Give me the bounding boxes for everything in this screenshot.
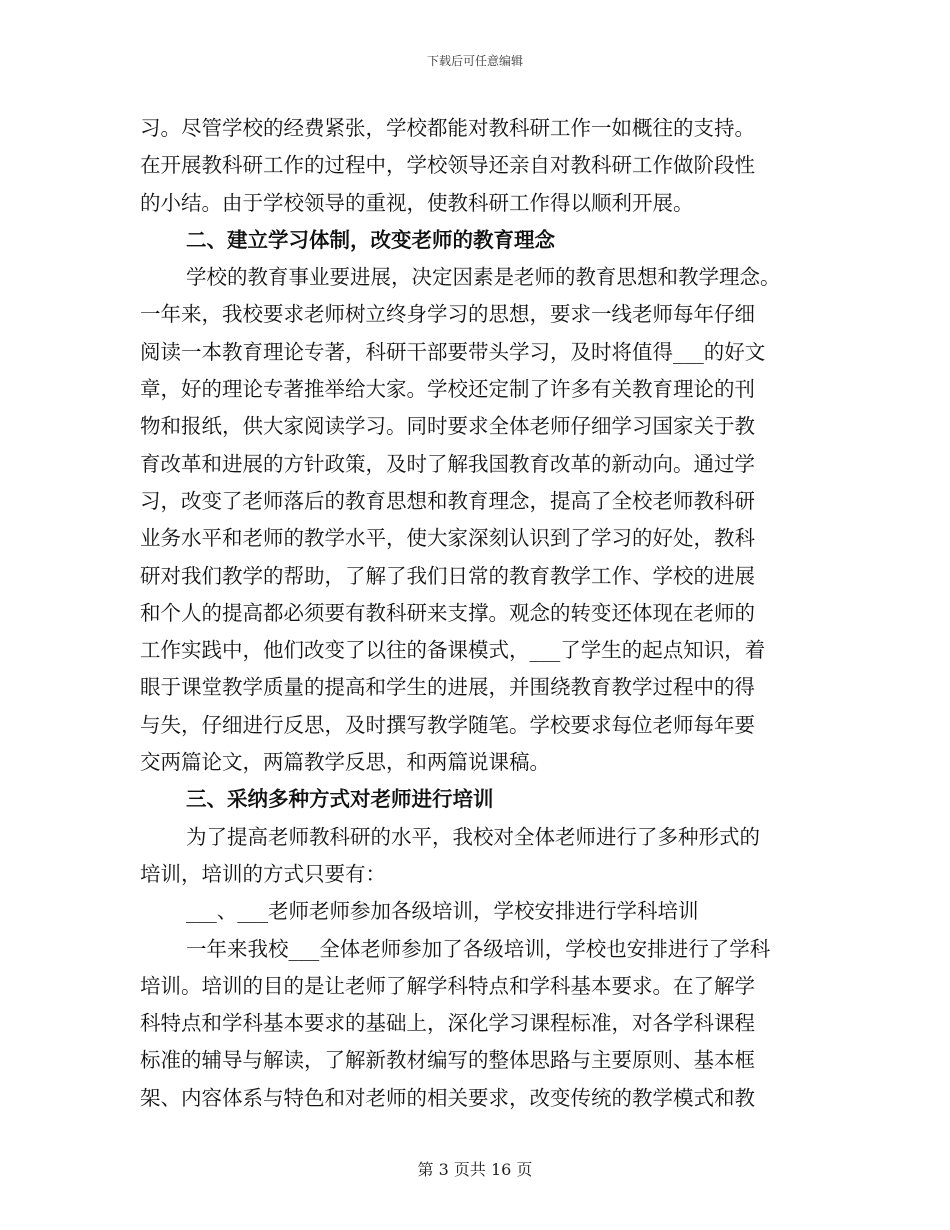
subsection-line: ___、___老师老师参加各级培训，学校安排进行学科培训 xyxy=(186,899,699,924)
page-number-footer: 第 3 页共 16 页 xyxy=(417,1160,533,1179)
body-line: 眼于课堂教学质量的提高和学生的进展，并围绕教育教学过程中的得 xyxy=(140,675,755,700)
section-heading: 二、建立学习体制，改变老师的教育理念 xyxy=(186,227,555,252)
section-heading: 三、采纳多种方式对老师进行培训 xyxy=(186,787,494,812)
body-line: 阅读一本教育理论专著，科研干部要带头学习，及时将值得___的好文 xyxy=(140,339,766,364)
body-line: 业务水平和老师的教学水平，使大家深刻认识到了学习的好处，教科 xyxy=(140,526,755,551)
body-line: 工作实践中，他们改变了以往的备课模式，___了学生的起点知识，着 xyxy=(140,638,766,663)
body-line: 习。尽管学校的经费紧张，学校都能对教科研工作一如概往的支持。 xyxy=(140,116,755,140)
body-line: 一年来，我校要求老师树立终身学习的思想，要求一线老师每年仔细 xyxy=(140,302,755,327)
document-body xyxy=(140,110,810,1117)
body-line: 的小结。由于学校领导的重视，使教科研工作得以顺利开展。 xyxy=(140,190,694,215)
body-line: 章，好的理论专著推举给大家。学校还定制了许多有关教育理论的刊 xyxy=(140,377,755,402)
body-line: 交两篇论文，两篇教学反思，和两篇说课稿。 xyxy=(140,750,550,775)
body-line: 培训，培训的方式只要有： xyxy=(140,861,386,886)
body-line: 和个人的提高都必须要有教科研来支撑。观念的转变还体现在老师的 xyxy=(140,600,755,625)
body-line: 架、内容体系与特色和对老师的相关要求，改变传统的教学模式和教 xyxy=(140,1085,755,1110)
header-note: 下载后可任意编辑 xyxy=(426,54,523,68)
body-line: 育改革和进展的方针政策，及时了解我国教育改革的新动向。通过学 xyxy=(140,451,755,476)
body-line: 科特点和学科基本要求的基础上，深化学习课程标准，对各学科课程 xyxy=(140,1011,755,1036)
body-line: 物和报纸，供大家阅读学习。同时要求全体老师仔细学习国家关于教 xyxy=(140,414,755,439)
body-line: 培训。培训的目的是让老师了解学科特点和学科基本要求。在了解学 xyxy=(140,973,755,998)
body-line: 习，改变了老师落后的教育思想和教育理念，提高了全校老师教科研 xyxy=(140,488,755,513)
body-line: 与失，仔细进行反思，及时撰写教学随笔。学校要求每位老师每年要 xyxy=(140,712,755,737)
body-line: 学校的教育事业要进展，决定因素是老师的教育思想和教学理念。 xyxy=(186,265,781,290)
body-line: 为了提高老师教科研的水平，我校对全体老师进行了多种形式的 xyxy=(186,824,760,849)
body-line: 标准的辅导与解读，了解新教材编写的整体思路与主要原则、基本框 xyxy=(140,1048,755,1073)
body-line: 研对我们教学的帮助，了解了我们日常的教育教学工作、学校的进展 xyxy=(140,563,755,588)
body-line: 一年来我校___全体老师参加了各级培训，学校也安排进行了学科 xyxy=(186,936,771,961)
body-line: 在开展教科研工作的过程中，学校领导还亲自对教科研工作做阶段性 xyxy=(140,153,755,178)
